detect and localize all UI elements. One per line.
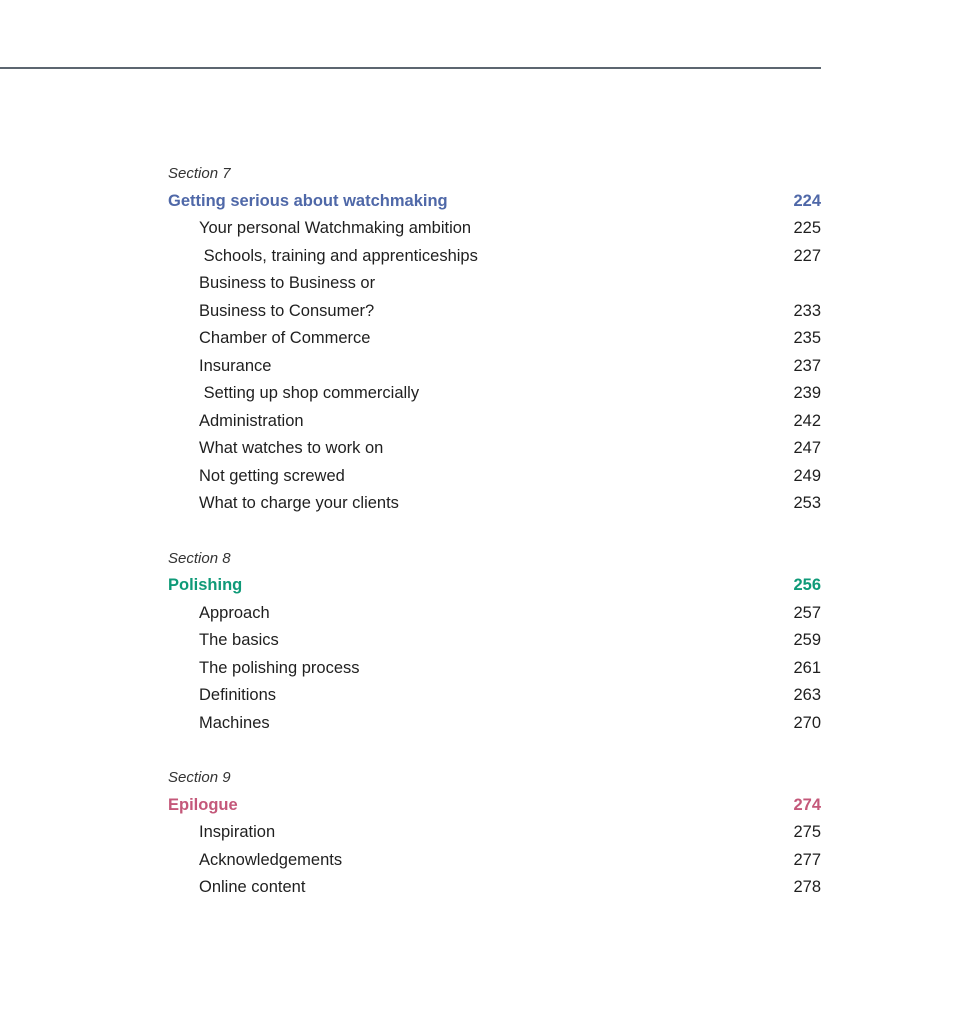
entry-title: Acknowledgements: [199, 850, 343, 869]
toc-entry[interactable]: [168, 655, 821, 683]
table-of-contents: [168, 160, 821, 929]
toc-entry[interactable]: [168, 215, 821, 243]
entry-title: Chamber of Commerce: [199, 329, 371, 347]
toc-entry[interactable]: [168, 682, 821, 710]
section-8: [168, 545, 821, 738]
toc-entry[interactable]: [168, 600, 821, 628]
section-title: Epilogue: [168, 795, 238, 814]
section-title: Getting serious about watchmaking: [168, 191, 448, 210]
entry-title: Insurance: [199, 356, 272, 375]
page-number: 239: [793, 384, 821, 402]
page-number: 253: [793, 494, 821, 512]
entry-title: Setting up shop commercially: [199, 384, 420, 402]
section-title: Polishing: [168, 576, 243, 594]
toc-entry[interactable]: [168, 819, 821, 847]
entry-title: Business to Business or: [199, 274, 376, 292]
page-number: 277: [793, 850, 821, 869]
section-heading[interactable]: [168, 188, 821, 216]
toc-entry[interactable]: [168, 298, 821, 326]
toc-entry[interactable]: [168, 435, 821, 463]
page-number: 263: [793, 686, 821, 704]
page-number: 274: [793, 795, 821, 814]
page-number: 256: [793, 576, 821, 594]
page-number: 224: [793, 191, 821, 210]
page-number: 225: [793, 219, 821, 237]
page-number: 235: [793, 329, 821, 347]
toc-entry[interactable]: [168, 847, 821, 875]
toc-entry[interactable]: [168, 627, 821, 655]
entry-title: Machines: [199, 713, 270, 732]
entry-title: Online content: [199, 878, 306, 896]
entry-title: The basics: [199, 631, 279, 649]
top-divider: [0, 67, 821, 69]
toc-entry[interactable]: [168, 380, 821, 408]
toc-entry[interactable]: [168, 325, 821, 353]
entry-title: The polishing process: [199, 658, 360, 677]
section-7: [168, 160, 821, 518]
entry-title: Not getting screwed: [199, 466, 345, 485]
section-label: Section 9: [168, 769, 231, 786]
section-label: Section 8: [168, 549, 231, 567]
page-number: 261: [793, 658, 821, 677]
page-number: 257: [793, 603, 821, 622]
entry-title: Approach: [199, 603, 270, 622]
page-number: 275: [793, 823, 821, 841]
page-number: 249: [793, 466, 821, 485]
page-number: 270: [793, 713, 821, 732]
entry-title: Administration: [199, 411, 304, 430]
toc-entry[interactable]: [168, 243, 821, 271]
entry-title: Business to Consumer?: [199, 301, 375, 320]
toc-entry[interactable]: [168, 353, 821, 381]
toc-entry[interactable]: [168, 710, 821, 738]
toc-entry[interactable]: [168, 490, 821, 518]
entry-title: Your personal Watchmaking ambition: [199, 219, 472, 237]
page-number: 237: [793, 356, 821, 375]
entry-title: Inspiration: [199, 823, 276, 841]
page-number: 242: [793, 411, 821, 430]
entry-title: What to charge your clients: [199, 494, 399, 512]
page-number: 278: [793, 878, 821, 896]
toc-entry[interactable]: [168, 270, 821, 298]
section-9: [168, 764, 821, 902]
section-heading[interactable]: [168, 792, 821, 820]
page-number: 233: [793, 301, 821, 320]
toc-entry[interactable]: [168, 463, 821, 491]
page-number: 227: [793, 246, 821, 265]
toc-entry[interactable]: [168, 408, 821, 436]
entry-title: Definitions: [199, 686, 277, 704]
page-number: 247: [793, 439, 821, 457]
section-heading[interactable]: [168, 572, 821, 600]
toc-entry[interactable]: [168, 874, 821, 902]
page-number: 259: [793, 631, 821, 649]
section-label: Section 7: [168, 165, 231, 182]
entry-title: Schools, training and apprenticeships: [199, 246, 478, 265]
entry-title: What watches to work on: [199, 439, 384, 457]
